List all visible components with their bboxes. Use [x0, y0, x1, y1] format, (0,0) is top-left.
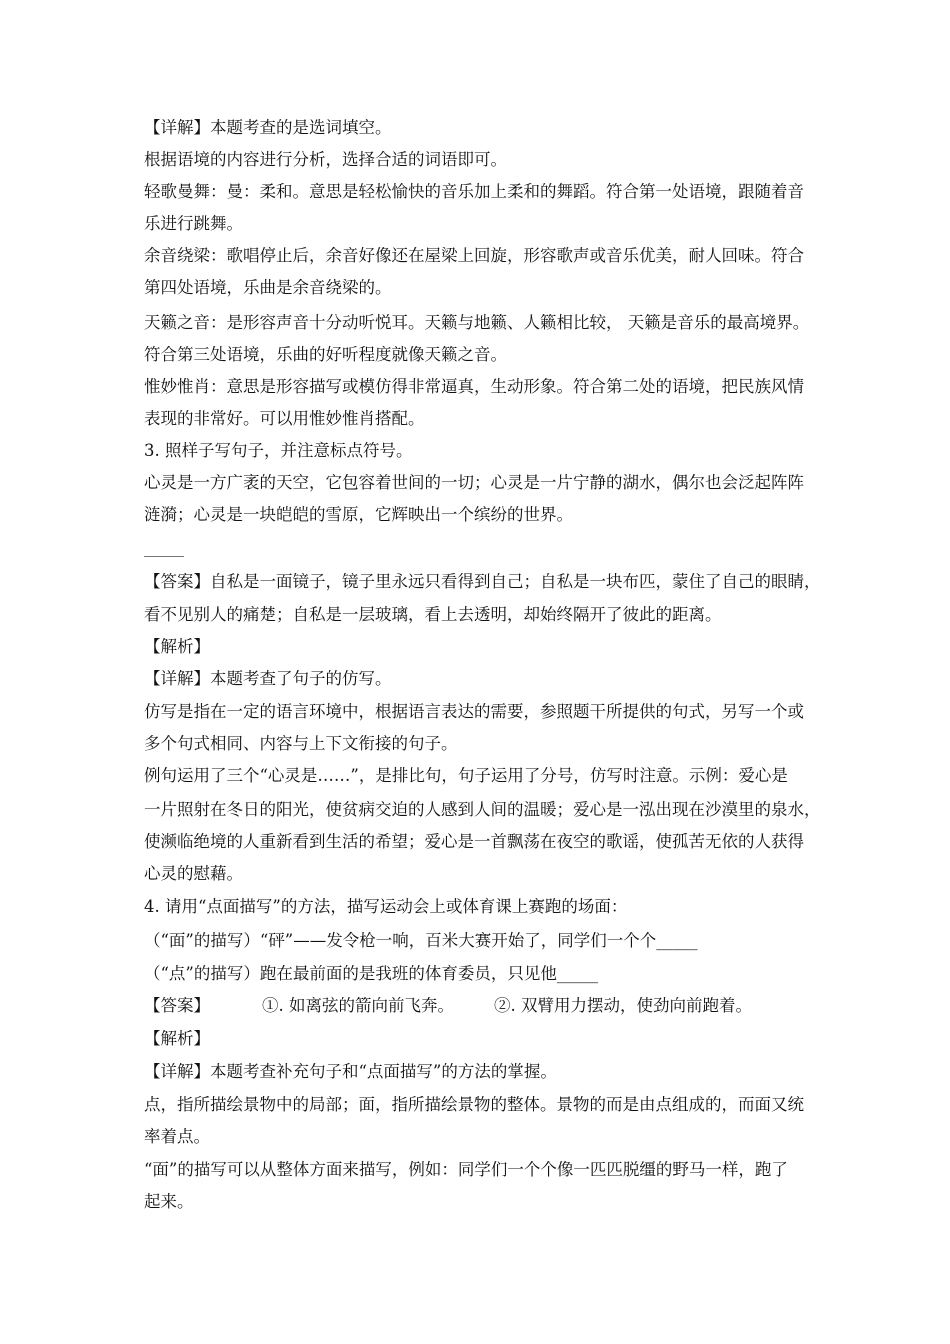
answer-item: ②. 双臂用力摆动，使劲向前跑着。	[494, 996, 752, 1015]
text-line: 【详解】本题考查补充句子和“点面描写”的方法的掌握。	[144, 1062, 557, 1081]
text-line: 【详解】本题考查了句子的仿写。	[144, 669, 392, 688]
text-line: 心灵的慰藉。	[144, 864, 243, 883]
text-line: （“点”的描写）跑在最前面的是我班的体育委员，只见他_____	[144, 964, 599, 983]
text-line: 例句运用了三个“心灵是……”，是排比句，句子运用了分号，仿写时注意。示例：爱心是	[144, 766, 788, 785]
text-line: 仿写是指在一定的语言环境中，根据语言表达的需要，参照题干所提供的句式，另写一个或	[144, 702, 804, 721]
answer-line: 【答案】自私是一面镜子，镜子里永远只看得到自己；自私是一块布匹，蒙住了自己的眼睛，	[144, 572, 821, 591]
text-line: 根据语境的内容进行分析，选择合适的词语即可。	[144, 150, 507, 169]
question-3-title: 3. 照样子写句子，并注意标点符号。	[144, 441, 413, 460]
text-line: 起来。	[144, 1192, 194, 1211]
answer-item: ①. 如离弦的箭向前飞奔。	[262, 996, 454, 1015]
text-line: 符合第三处语境，乐曲的好听程度就像天籁之音。	[144, 345, 507, 364]
text-line: 天籁之音：是形容声音十分动听悦耳。天籁与地籁、人籁相比较， 天籁是音乐的最高境界。	[144, 313, 810, 332]
text-line: 第四处语境，乐曲是余音绕梁的。	[144, 278, 392, 297]
text-line: 乐进行跳舞。	[144, 214, 243, 233]
text-line: （“面”的描写）“砰”——发令枪一响，百米大赛开始了，同学们一个个_____	[144, 931, 698, 950]
text-line: “面”的描写可以从整体方面来描写，例如：同学们一个个像一匹匹脱缰的野马一样，跑了	[144, 1160, 788, 1179]
text-line: 轻歌曼舞：曼：柔和。意思是轻松愉快的音乐加上柔和的舞蹈。符合第一处语境，跟随着音	[144, 182, 804, 201]
text-line: 心灵是一方广袤的天空，它包容着世间的一切；心灵是一片宁静的湖水，偶尔也会泛起阵阵	[144, 473, 804, 492]
text-line: 【详解】本题考查的是选词填空。	[144, 118, 392, 137]
text-line: 率着点。	[144, 1127, 210, 1146]
answer-line	[144, 996, 752, 1016]
text-line: 点，指所描绘景物中的局部；面，指所描绘景物的整体。景物的而是由点组成的，而面又统	[144, 1095, 804, 1114]
answer-blank-line	[144, 556, 184, 557]
text-line: 看不见别人的痛楚；自私是一层玻璃，看上去透明，却始终隔开了彼此的距离。	[144, 605, 722, 624]
text-line: 表现的非常好。可以用惟妙惟肖搭配。	[144, 409, 425, 428]
text-line: 使濒临绝境的人重新看到生活的希望；爱心是一首飘荡在夜空的歌谣，使孤苦无依的人获得	[144, 832, 804, 851]
answer-label: 【答案】	[144, 996, 210, 1015]
text-line: 惟妙惟肖：意思是形容描写或模仿得非常逼真，生动形象。符合第二处的语境，把民族风情	[144, 377, 804, 396]
analysis-heading: 【解析】	[144, 637, 210, 656]
analysis-heading: 【解析】	[144, 1029, 210, 1048]
text-line: 一片照射在冬日的阳光，使贫病交迫的人感到人间的温暖；爱心是一泓出现在沙漠里的泉水，	[144, 800, 821, 819]
text-line: 余音绕梁：歌唱停止后，余音好像还在屋梁上回旋，形容歌声或音乐优美，耐人回味。符合	[144, 246, 804, 265]
text-line: 多个句式相同、内容与上下文衔接的句子。	[144, 734, 458, 753]
question-4-title: 4. 请用“点面描写”的方法，描写运动会上或体育课上赛跑的场面：	[144, 897, 628, 916]
text-line: 涟漪；心灵是一块皑皑的雪原，它辉映出一个缤纷的世界。	[144, 505, 573, 524]
